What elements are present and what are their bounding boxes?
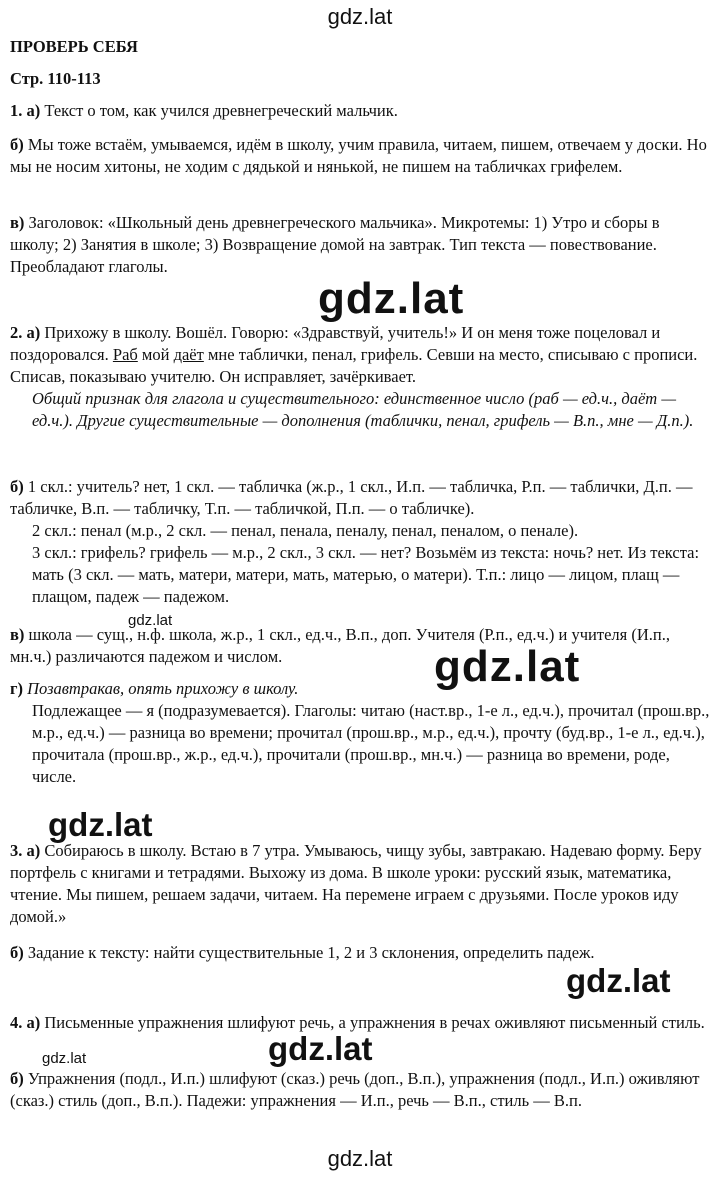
task-1a: [10, 100, 710, 122]
task-number: 3. а): [10, 841, 41, 860]
task-text: 1 скл.: учитель? нет, 1 скл. — табличка (ж.р., 1 скл., И.п. — табличка, Р.п. — таблички, Д.п. — табличке, В.п. — табличку, Т.п. — табличкой, П.п. — о табличке).: [10, 477, 693, 518]
task-2a: [10, 322, 710, 432]
task-1b: [10, 134, 710, 178]
task-text: Мы тоже встаём, умываемся, идём в школу, учим правила, читаем, пишем, отвечаем у доски. Но мы не носим хитоны, не ходим с дядькой и нянькой, не пишем на табличках грифелем.: [10, 135, 707, 176]
watermark-large-2: gdz.lat: [434, 642, 581, 691]
task-text: мне таблички, пенал, грифель. Севши на место, списываю с прописи. Списав, показываю учителю. Он исправляет, зачёркивает.: [10, 345, 698, 386]
page-title: ПРОВЕРЬ СЕБЯ: [10, 37, 138, 56]
watermark-medium-1: gdz.lat: [48, 806, 153, 843]
watermark-large-1: gdz.lat: [318, 274, 465, 323]
task-number: б): [10, 1069, 24, 1088]
task-text: Собираюсь в школу. Встаю в 7 утра. Умываюсь, чищу зубы, завтракаю. Надеваю форму. Беру портфель с книгами и тетрадями. Выхожу из дома. В школе уроки: русский язык, математика, чтение. Мы пишем, решаем задачи, читаем. На перемене играем с друзьями. После уроков иду домой.»: [10, 841, 702, 926]
task-2g: [10, 678, 710, 788]
task-text: Прихожу в школу. Вошёл. Говорю: «Здравствуй, учитель!» И он меня тоже поцеловал и поздоровался.: [10, 323, 661, 364]
task-number: в): [10, 625, 25, 644]
task-3a: [10, 840, 710, 928]
task-number: в): [10, 213, 25, 232]
task-4b: [10, 1068, 710, 1112]
page-range: Стр. 110-113: [10, 69, 101, 88]
underlined-predicate: даёт: [173, 345, 204, 364]
task-text: школа — сущ., н.ф. школа, ж.р., 1 скл., ед.ч., В.п., доп. Учителя (Р.п., ед.ч.) и учителя (И.п., мн.ч.) различаются падежом и числом.: [10, 625, 670, 666]
watermark-small-2: gdz.lat: [42, 1050, 87, 1067]
task-note: Общий признак для глагола и существительного: единственное число (раб — ед.ч., даёт — ед.ч.). Другие существительные — дополнения (таблички, пенал, грифель — В.п., мне — Д.п.).: [32, 389, 694, 430]
task-number: б): [10, 943, 24, 962]
watermark-top: gdz.lat: [327, 4, 393, 29]
task-text: Текст о том, как учился древнегреческий мальчик.: [40, 101, 398, 120]
task-number: б): [10, 135, 24, 154]
task-line: 3 скл.: грифель? грифель — м.р., 2 скл., 3 скл. — нет? Возьмём из текста: ночь? нет. Из текста: мать (3 скл. — мать, матери, матери, мать, матерью, о матери). Т.п.: лицо — лицом, плащ — плащом, падеж — падежом.: [32, 543, 700, 606]
task-text: Подлежащее — я (подразумевается). Глаголы: читаю (наст.вр., 1-е л., ед.ч.), прочитал (прош.вр., м.р., ед.ч.) — разница во времени; прочитал (прош.вр., м.р., ед.ч.), прочту (буд.вр., 1-е л., ед.ч.), прочитала (прош.вр., ж.р., ед.ч.), прочитали (прош.вр., мн.ч.) — разница во времени, роде, числе.: [32, 701, 710, 786]
task-text: Задание к тексту: найти существительные 1, 2 и 3 склонения, определить падеж.: [23, 943, 595, 962]
task-text: Упражнения (подл., И.п.) шлифуют (сказ.) речь (доп., В.п.), упражнения (подл., И.п.) оживляют (сказ.) стиль (доп., В.п.). Падежи: упражнения — И.п., речь — В.п., стиль — В.п.: [10, 1069, 700, 1110]
watermark-bottom: gdz.lat: [327, 1146, 393, 1171]
task-text: мой: [137, 345, 174, 364]
task-number: 4. а): [10, 1013, 41, 1032]
task-example: Позавтракав, опять прихожу в школу.: [23, 679, 299, 698]
task-1v: [10, 212, 710, 278]
watermark-small-1: gdz.lat: [128, 612, 173, 629]
task-3b: [10, 942, 710, 964]
task-number: 1. а): [10, 101, 41, 120]
task-number: б): [10, 477, 24, 496]
watermark-medium-3: gdz.lat: [268, 1030, 373, 1067]
task-text: Заголовок: «Школьный день древнегреческого мальчика». Микротемы: 1) Утро и сборы в школу; 2) Занятия в школе; 3) Возвращение домой на завтрак. Тип текста — повествование. Преобладают глаголы.: [10, 213, 660, 276]
task-2v: [10, 624, 710, 668]
watermark-medium-2: gdz.lat: [566, 962, 671, 999]
underlined-subject: Раб: [112, 345, 138, 364]
task-number: 2. а): [10, 323, 41, 342]
task-text: Письменные упражнения шлифуют речь, а упражнения в речах оживляют письменный стиль.: [40, 1013, 705, 1032]
task-2b: [10, 476, 710, 608]
task-line: 2 скл.: пенал (м.р., 2 скл. — пенал, пенала, пеналу, пенал, пеналом, о пенале).: [32, 521, 579, 540]
task-number: г): [10, 679, 23, 698]
